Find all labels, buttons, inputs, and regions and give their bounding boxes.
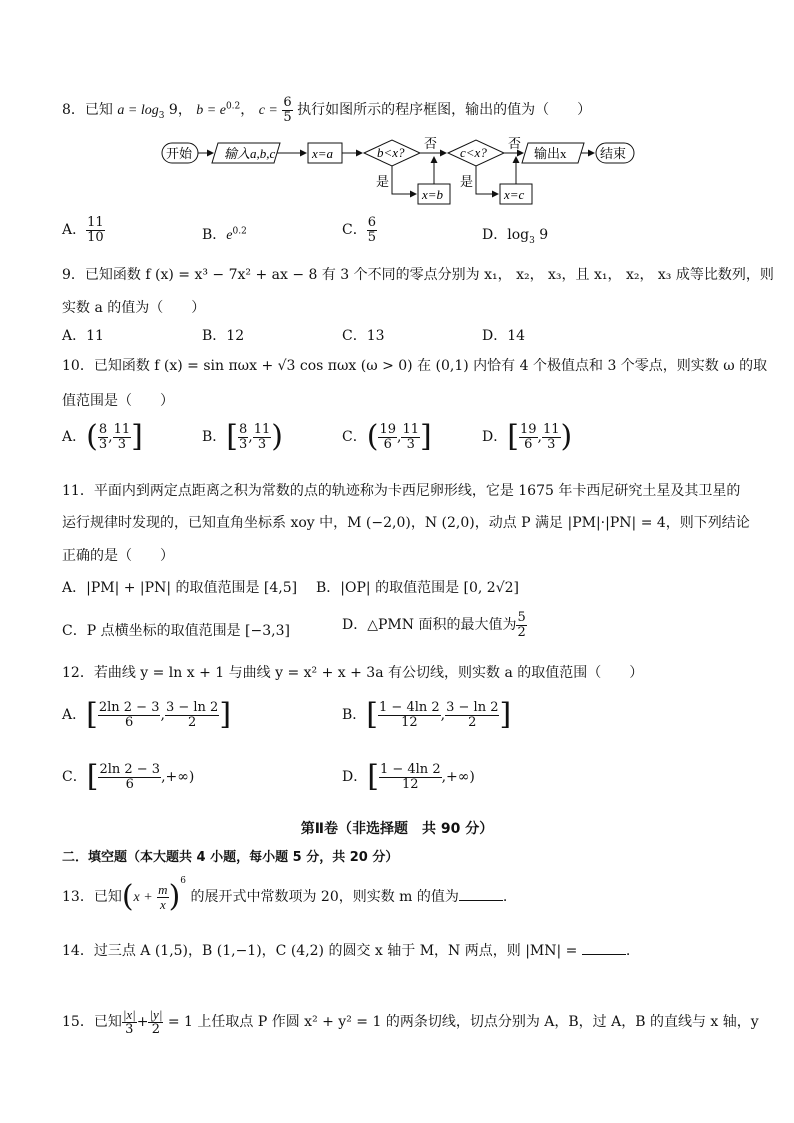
q13-stem: 13．已知(x + $\frac{m}{x}$ )$^6$ 的展开式中常数项为 20，则实数 m 的值为 . xyxy=(62,876,508,914)
part-two-title: 第Ⅱ卷（非选择题 共 90 分） xyxy=(300,821,494,837)
section-heading: 二．填空题（本大题共 4 小题，每小题 5 分，共 20 分） xyxy=(62,850,399,865)
q9-line1: 9．已知函数 f (x) = x³ − 7x² + ax − 8 有 3 个不同的零点分别为 x₁， x₂， x₃，且 x₁， x₂， x₃ 成等比数列，则 xyxy=(62,267,774,283)
q8-option-a: A． $\frac{11}{10}$ xyxy=(62,215,104,245)
q11-option-a: A．|PM| + |PN| 的取值范围是 [4,5] xyxy=(62,580,298,596)
q11-option-d: D．△PMN 面积的最大值为 $\frac{5}{2}$ xyxy=(342,610,526,640)
q12-option-a: A．[ $\frac{2\ln 2 - 3}{6}$ , $\frac{3 - \ln 2}{2}$ ] xyxy=(62,697,232,732)
q9-option-d: D．14 xyxy=(482,328,526,344)
q14-stem: 14．过三点 A (1,5)，B (1,−1)，C (4,2) 的圆交 x 轴于 M，N 两点，则 |MN| = . xyxy=(62,943,631,959)
flow-end-label: 结束 xyxy=(600,146,627,161)
flow-no2-label: 否 xyxy=(508,136,522,151)
q8-option-c: C． $\frac{6}{5}$ xyxy=(342,215,376,245)
q15-stem: 15．已知 $\frac{|x|}{3}$ + $\frac{|y|}{2}$ = 1 上任取点 P 作圆 x² + y² = 1 的两条切线，切点分别为 A，B，过 A，B 的直线与 x 轴，y xyxy=(62,1007,759,1037)
q8-stem: 8．已知 $a = \log_3 9$， $b = e^{0.2}$， c = $\frac{6}{5}$ 执行如图所示的程序框图，输出的值为（ ） xyxy=(62,95,592,125)
q8-option-b: B．$e^{0.2}$ xyxy=(202,226,247,243)
q12-option-d: D．[ $\frac{1 - 4\ln 2}{12}$ ,+∞) xyxy=(342,759,475,794)
q10-option-c: C．( $\frac{19}{6}$ , $\frac{11}{3}$ ] xyxy=(342,419,432,454)
flow-box1-label: x=b xyxy=(422,187,444,202)
flow-assign-label: x=a xyxy=(312,146,334,161)
q9-option-c: C．13 xyxy=(342,328,385,344)
flow-cond2-label: c<x? xyxy=(460,145,487,160)
q12-stem: 12．若曲线 y = ln x + 1 与曲线 y = x² + x + 3a 有公切线，则实数 a 的取值范围（ ） xyxy=(62,665,644,681)
flow-output-label: 输出x xyxy=(534,146,567,161)
flow-yes1-label: 是 xyxy=(376,174,390,189)
flow-no1-label: 否 xyxy=(424,136,438,151)
q10-option-d: D．[ $\frac{19}{6}$ , $\frac{11}{3}$ ) xyxy=(482,419,573,454)
q13-answer-blank xyxy=(459,888,503,901)
flow-input-label: 输入a,b,c xyxy=(224,146,276,161)
q11-line3: 正确的是（ ） xyxy=(62,548,174,564)
q8-c-frac: $\frac{6}{5}$ xyxy=(283,95,292,125)
q8-option-d: D．$\log_3 9$ xyxy=(482,227,549,246)
q10-option-a: A．( $\frac{8}{3}$ , $\frac{11}{3}$ ] xyxy=(62,419,143,454)
q10-line2: 值范围是（ ） xyxy=(62,393,174,409)
q12-option-b: B．[ $\frac{1 - 4\ln 2}{12}$ , $\frac{3 - \ln 2}{2}$ ] xyxy=(342,697,512,732)
q10-option-b: B．[ $\frac{8}{3}$ , $\frac{11}{3}$ ) xyxy=(202,419,284,454)
flow-start-label: 开始 xyxy=(166,146,193,161)
q9-option-a: A．11 xyxy=(62,328,104,344)
flow-cond1-label: b<x? xyxy=(377,145,405,160)
q14-answer-blank xyxy=(582,942,626,955)
q8-flowchart xyxy=(160,126,640,210)
flow-yes2-label: 是 xyxy=(460,174,474,189)
q12-option-c: C．[ $\frac{2\ln 2 - 3}{6}$ ,+∞) xyxy=(62,759,195,794)
q9-option-b: B．12 xyxy=(202,328,245,344)
q9-line2: 实数 a 的值为（ ） xyxy=(62,300,206,316)
q11-option-b: B．|OP| 的取值范围是 [0, 2√2] xyxy=(316,580,519,596)
q11-option-c: C．P 点横坐标的取值范围是 [−3,3] xyxy=(62,623,290,639)
flow-box2-label: x=c xyxy=(504,187,525,202)
q11-line1: 11．平面内到两定点距离之积为常数的点的轨迹称为卡西尼卵形线，它是 1675 年卡西尼研究土星及其卫星的 xyxy=(62,483,741,499)
q10-line1: 10．已知函数 f (x) = sin πωx + √3 cos πωx (ω > 0) 在 (0,1) 内恰有 4 个极值点和 3 个零点，则实数 ω 的取 xyxy=(62,358,768,374)
q11-line2: 运行规律时发现的，已知直角坐标系 xoy 中，M (−2,0)，N (2,0)，动点 P 满足 |PM|·|PN| = 4，则下列结论 xyxy=(62,515,750,531)
